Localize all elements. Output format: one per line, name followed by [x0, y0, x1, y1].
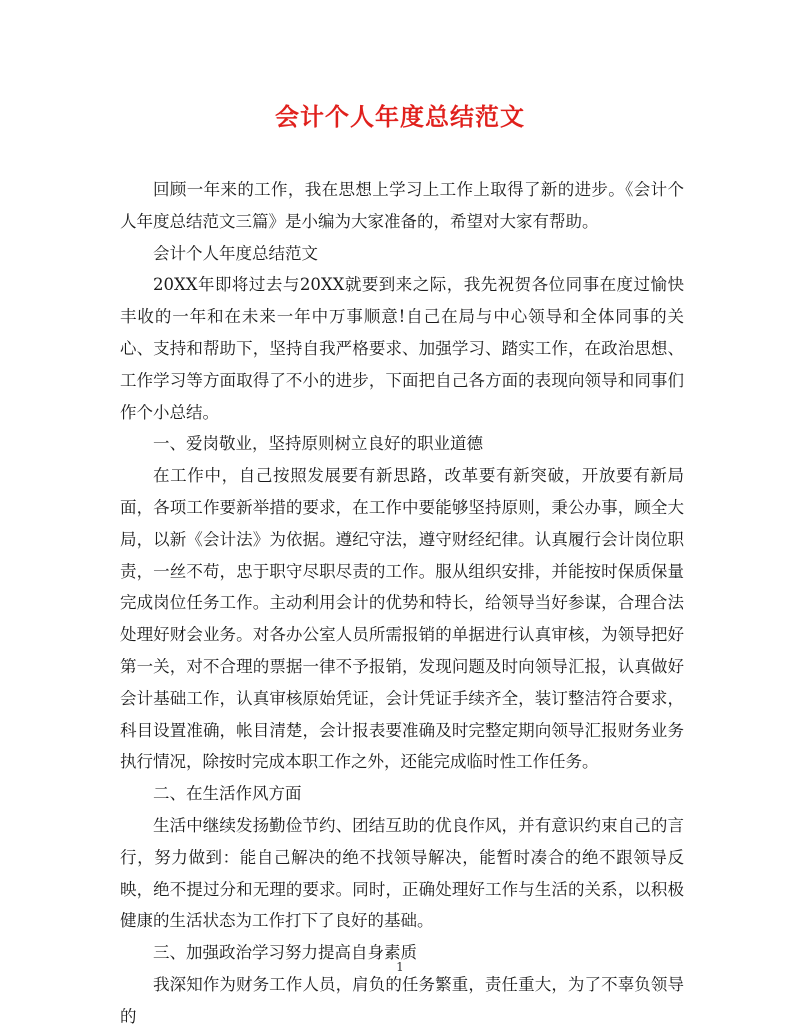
document-title: 会计个人年度总结范文 [275, 102, 525, 131]
opening-paragraph: 20XX年即将过去与20XX就要到来之际，我先祝贺各位同事在度过愉快丰收的一年和在未来一年中万事顺意!自己在局与中心领导和全体同事的关心、支持和帮助下，坚持自我严格要求、加强学习、踏实工作，在政治思想、工作学习等方面取得了不小的进步，下面把自己各方面的表现向领导和同事们作个小总结。 [120, 275, 684, 422]
section-heading-1: 一、爱岗敬业，坚持原则树立良好的职业道德 [153, 434, 483, 454]
section-body-3: 我深知作为财务工作人员，肩负的任务繁重，责任重大，为了不辜负领导的 [120, 974, 684, 1026]
section-body-1: 在工作中，自己按照发展要有新思路，改革要有新突破，开放要有新局面，各项工作要新举措的要求，在工作中要能够坚持原则，秉公办事，顾全大局，以新《会计法》为依据。遵纪守法，遵守财经纪律。认真履行会计岗位职责，一丝不苟，忠于职守尽职尽责的工作。服从组织安排，并能按时保质保量完成岗位任务工作。主动利用会计的优势和特长，给领导当好参谋，合理合法处理好财会业务。对各办公室人员所需报销的单据进行认真审核，为领导把好第一关，对不合理的票据一律不予报销，发现问题及时向领导汇报，认真做好会计基础工作，认真审核原始凭证，会计凭证手续齐全，装订整洁符合要求，科目设置准确，帐目清楚，会计报表要准确及时完整定期向领导汇报财务业务执行情况，除按时完成本职工作之外，还能完成临时性工作任务。 [120, 466, 684, 772]
section-heading-3: 三、加强政治学习努力提高自身素质 [153, 943, 417, 963]
section-body-2: 生活中继续发扬勤俭节约、团结互助的优良作风，并有意识约束自己的言行，努力做到：能自己解决的绝不找领导解决，能暂时凑合的绝不跟领导反映，绝不提过分和无理的要求。同时，正确处理好工作与生活的关系，以积极健康的生活状态为工作打下了良好的基础。 [120, 815, 684, 931]
document-body [120, 174, 684, 1033]
section-heading-2: 二、在生活作风方面 [153, 784, 302, 804]
page-number: 1 [396, 960, 404, 974]
subtitle-paragraph: 会计个人年度总结范文 [153, 243, 318, 263]
intro-paragraph: 回顾一年来的工作，我在思想上学习上工作上取得了新的进步。《会计个人年度总结范文三篇》是小编为大家准备的，希望对大家有帮助。 [120, 180, 684, 231]
